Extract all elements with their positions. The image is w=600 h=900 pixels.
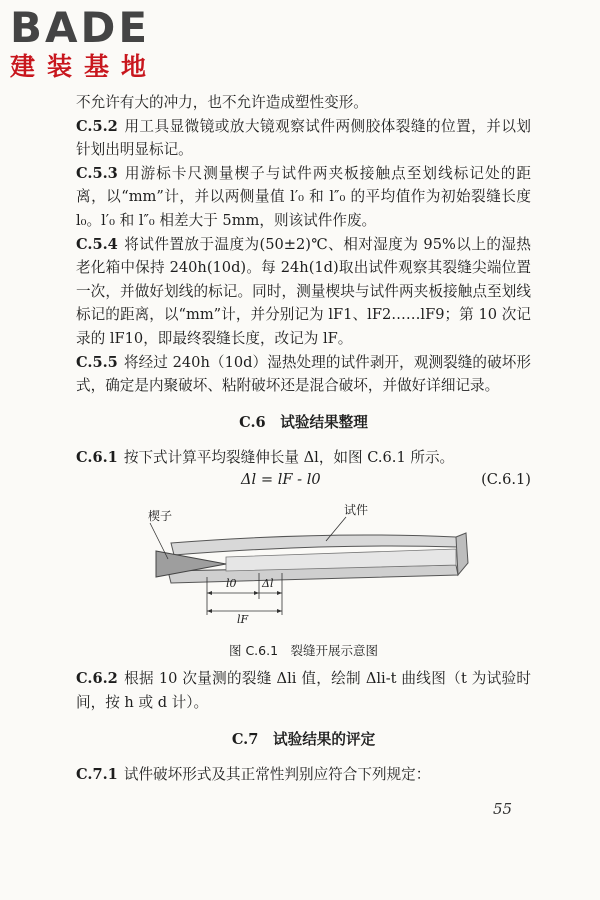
clause-number: C.5.4 bbox=[76, 235, 118, 253]
page-number: 55 bbox=[493, 800, 513, 818]
dim-lf: lF bbox=[237, 613, 249, 627]
formula: Δl = lF - l0 bbox=[241, 471, 321, 489]
label-specimen: 试件 bbox=[344, 503, 369, 518]
figure-caption: 图 C.6.1 裂缝开展示意图 bbox=[228, 643, 379, 659]
clause-number: C.5.2 bbox=[76, 117, 118, 135]
clause-number: C.5.3 bbox=[76, 164, 118, 182]
clause-text: 将经过 240h（10d）湿热处理的试件剥开，观测裂缝的破坏形式，确定是内聚破坏、粘附破坏还是混合破坏，并做好详细记录。 bbox=[76, 353, 531, 395]
logo bbox=[10, 3, 159, 82]
clause-number: C.5.5 bbox=[76, 353, 118, 371]
paragraph-continued: 不允许有大的冲力，也不允许造成塑性变形。 bbox=[76, 94, 368, 111]
section-heading-c6: C.6 试验结果整理 bbox=[239, 413, 368, 431]
formula-number: (C.6.1) bbox=[481, 471, 531, 489]
dim-delta-l: Δl bbox=[262, 577, 274, 591]
section-heading-c7: C.7 试验结果的评定 bbox=[231, 730, 376, 748]
clause-text: 根据 10 次量测的裂缝 Δli 值，绘制 Δli-t 曲线图（t 为试验时间，按 h 或 d 计）。 bbox=[76, 670, 531, 711]
clause-number: C.6.2 bbox=[76, 670, 118, 688]
clause-text: 用工具显微镜或放大镜观察试件两侧胶体裂缝的位置，并以划针划出明显标记。 bbox=[76, 117, 531, 159]
clause-c54 bbox=[76, 233, 531, 351]
clause-c61 bbox=[76, 446, 531, 470]
formula-row bbox=[76, 469, 531, 491]
label-wedge: 楔子 bbox=[148, 509, 173, 524]
specimen-side bbox=[456, 533, 468, 575]
clause-c55 bbox=[76, 351, 531, 398]
clause-text: 用游标卡尺测量楔子与试件两夹板接触点至划线标记处的距离，以“mm”计，并以两侧量值 l′₀ 和 l″₀ 的平均值作为初始裂缝长度 l₀。l′₀ 和 l″₀ 相差大于 5mm，则该试件作废。 bbox=[76, 164, 531, 229]
clause-number: C.6.1 bbox=[76, 448, 118, 466]
clause-c62 bbox=[76, 667, 531, 714]
clause-c52 bbox=[76, 115, 531, 162]
clause-text: 将试件置放于温度为(50±2)℃、相对湿度为 95%以上的湿热老化箱中保持 240h(10d)。每 24h(1d)取出试件观察其裂缝尖端位置一次，并做好划线的标记。同时，测量楔块与试件两夹板接触点至划线标记的距离，以“mm”计，并分别记为 lF1、lF2……lF9；第 10 次记录的 lF10，即最终裂缝长度，改记为 lF。 bbox=[76, 235, 531, 347]
figure-crack-diagram bbox=[76, 493, 531, 637]
logo-subtitle: 建装基地 bbox=[10, 52, 159, 81]
crack-diagram bbox=[76, 493, 531, 637]
logo-text: BADE bbox=[10, 3, 151, 52]
clause-text: 按下式计算平均裂缝伸长量 Δl，如图 C.6.1 所示。 bbox=[123, 448, 455, 466]
clause-c71 bbox=[76, 763, 531, 787]
clause-c53 bbox=[76, 162, 531, 233]
clause-number: C.7.1 bbox=[76, 765, 118, 783]
document-body bbox=[76, 91, 531, 786]
clause-text: 试件破坏形式及其正常性判别应符合下列规定： bbox=[123, 765, 431, 783]
dim-l0: l0 bbox=[226, 577, 237, 591]
